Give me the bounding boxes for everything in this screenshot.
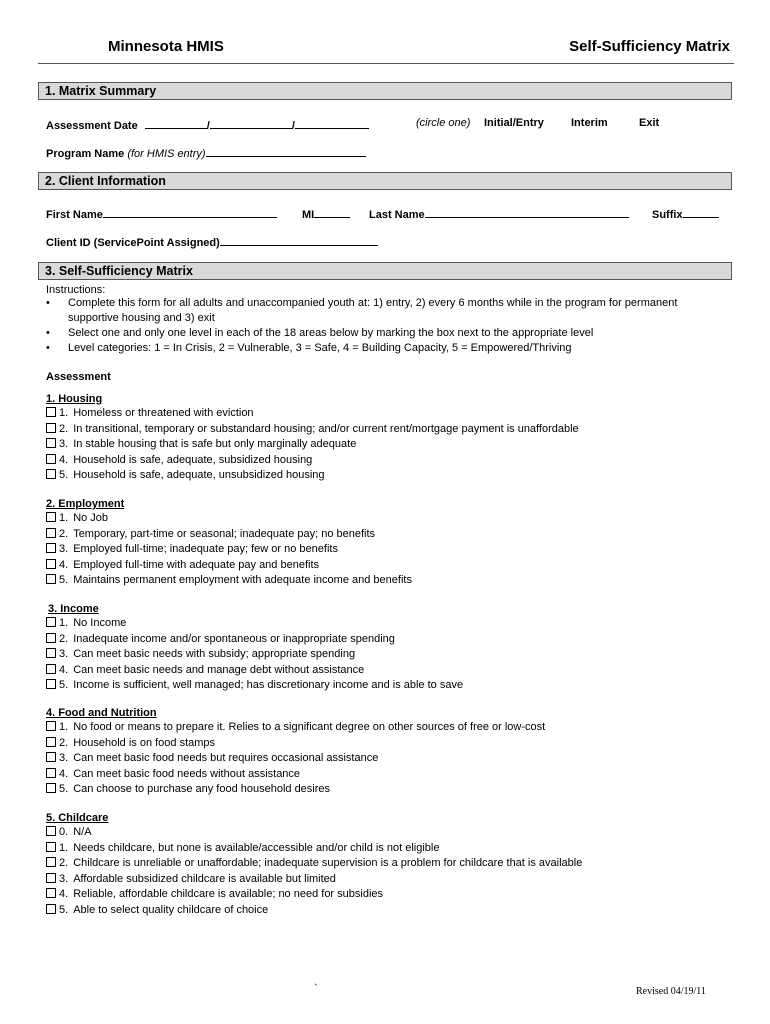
option-initial-entry[interactable]: Initial/Entry (484, 117, 544, 129)
area-food-and-nutrition (46, 706, 545, 798)
checkbox-icon[interactable] (46, 664, 56, 674)
bullet-dot: • (46, 327, 50, 339)
suffix-row (652, 206, 719, 222)
checkbox-icon[interactable] (46, 559, 56, 569)
program-name-label: Program Name (46, 148, 125, 160)
level-number: 5. (59, 783, 69, 795)
level-number: 1. (59, 841, 69, 854)
mi-label: MI (302, 209, 315, 221)
checkbox-icon[interactable] (46, 888, 56, 898)
level-text: Household is on food stamps (73, 736, 216, 749)
level-number: 1. (59, 407, 69, 419)
level-number: 3. (59, 872, 69, 885)
checkbox-icon[interactable] (46, 768, 56, 778)
level-option[interactable] (46, 542, 412, 558)
level-option[interactable] (46, 616, 463, 632)
level-text: N/A (73, 826, 92, 838)
area-title: 5. Childcare (46, 812, 109, 824)
level-text: Can meet basic needs with subsidy; appropriate spending (73, 648, 356, 660)
level-number: 0. (59, 826, 69, 838)
mi-field[interactable] (314, 206, 350, 218)
level-text: Can meet basic food needs but requires occasional assistance (73, 752, 379, 764)
area-title: 3. Income (48, 603, 99, 615)
level-text: Needs childcare, but none is available/accessible and/or child is not eligible (73, 841, 440, 854)
level-number: 1. (59, 617, 69, 629)
level-number: 2. (59, 632, 69, 645)
program-name-field[interactable] (206, 145, 366, 157)
level-text: Can meet basic food needs without assistance (73, 767, 301, 780)
level-number: 3. (59, 648, 69, 660)
level-number: 4. (59, 888, 69, 900)
checkbox-icon[interactable] (46, 679, 56, 689)
circle-one-note: (circle one) (416, 117, 471, 129)
program-name-row (46, 145, 366, 161)
level-option[interactable] (46, 887, 582, 903)
area-employment (46, 497, 412, 589)
section-self-sufficiency-matrix: 3. Self-Sufficiency Matrix (38, 262, 732, 280)
level-number: 1. (59, 512, 69, 524)
level-option[interactable] (46, 406, 579, 422)
assessment-date-label: Assessment Date (46, 120, 138, 132)
level-option[interactable] (46, 437, 579, 453)
level-text: Can meet basic needs and manage debt without assistance (73, 663, 365, 676)
level-text: In transitional, temporary or substandard housing; and/or current rent/mortgage payment is unaffordable (73, 422, 579, 435)
area-income (48, 602, 463, 694)
level-number: 4. (59, 558, 69, 571)
checkbox-icon[interactable] (46, 574, 56, 584)
instruction-text: Select one and only one level in each of the 18 areas below by marking the box next to the appropriate level (68, 327, 594, 339)
level-text: In stable housing that is safe but only marginally adequate (73, 438, 357, 450)
level-option[interactable] (46, 825, 582, 841)
level-option[interactable] (46, 468, 579, 484)
checkbox-icon[interactable] (46, 407, 56, 417)
checkbox-icon[interactable] (46, 826, 56, 836)
mi-row (302, 206, 350, 222)
revised-date: Revised 04/19/11 (636, 986, 706, 997)
level-option[interactable] (46, 647, 463, 663)
level-number: 2. (59, 857, 69, 869)
last-name-label: Last Name (369, 209, 425, 221)
level-text: Employed full-time; inadequate pay; few or no benefits (73, 543, 338, 555)
checkbox-icon[interactable] (46, 423, 56, 433)
instruction-item (46, 326, 718, 341)
section-client-information: 2. Client Information (38, 172, 732, 190)
level-option[interactable] (46, 736, 545, 752)
instruction-text: Level categories: 1 = In Crisis, 2 = Vulnerable, 3 = Safe, 4 = Building Capacity, 5 = Empowered/Thriving (68, 342, 572, 354)
checkbox-icon[interactable] (46, 783, 56, 793)
level-number: 5. (59, 679, 69, 691)
level-option[interactable] (46, 632, 463, 648)
level-text: Employed full-time with adequate pay and benefits (73, 558, 320, 571)
instructions-list (46, 296, 718, 356)
level-number: 5. (59, 903, 69, 916)
first-name-row (46, 206, 277, 222)
bullet-dot: • (46, 297, 50, 309)
checkbox-icon[interactable] (46, 721, 56, 731)
level-text: Able to select quality childcare of choice (73, 903, 269, 916)
level-option[interactable] (46, 782, 545, 798)
date-day-field[interactable] (210, 117, 292, 129)
level-option[interactable] (46, 422, 579, 438)
level-number: 3. (59, 438, 69, 450)
date-separator-1: / (206, 120, 210, 132)
level-text: No food or means to prepare it. Relies to a significant degree on other sources of free or low-cost (73, 721, 546, 733)
level-option[interactable] (46, 903, 582, 919)
checkbox-icon[interactable] (46, 873, 56, 883)
checkbox-icon[interactable] (46, 512, 56, 522)
checkbox-icon[interactable] (46, 469, 56, 479)
level-text: Affordable subsidized childcare is available but limited (73, 872, 336, 885)
level-option[interactable] (46, 767, 545, 783)
level-text: Inadequate income and/or spontaneous or inappropriate spending (73, 632, 395, 645)
checkbox-icon[interactable] (46, 633, 56, 643)
checkbox-icon[interactable] (46, 528, 56, 538)
level-text: Maintains permanent employment with adequate income and benefits (73, 574, 412, 586)
instruction-item (46, 296, 718, 326)
level-number: 2. (59, 736, 69, 749)
client-id-row (46, 234, 378, 250)
level-option[interactable] (46, 511, 412, 527)
section-matrix-summary: 1. Matrix Summary (38, 82, 732, 100)
checkbox-icon[interactable] (46, 737, 56, 747)
level-text: No Income (73, 617, 127, 629)
org-name: Minnesota HMIS (108, 38, 224, 55)
level-text: Reliable, affordable childcare is available; no need for subsidies (73, 888, 384, 900)
area-title: 2. Employment (46, 498, 125, 510)
level-number: 3. (59, 543, 69, 555)
last-name-field[interactable] (425, 206, 629, 218)
checkbox-icon[interactable] (46, 438, 56, 448)
checkbox-icon[interactable] (46, 904, 56, 914)
level-number: 2. (59, 527, 69, 540)
assessment-date-row (46, 117, 369, 133)
assessment-heading: Assessment (46, 371, 111, 383)
suffix-label: Suffix (652, 209, 683, 221)
area-title: 1. Housing (46, 393, 103, 405)
checkbox-icon[interactable] (46, 857, 56, 867)
level-option[interactable] (46, 856, 582, 872)
level-number: 3. (59, 752, 69, 764)
level-text: Income is sufficient, well managed; has discretionary income and is able to save (73, 679, 464, 691)
level-text: Household is safe, adequate, subsidized housing (73, 453, 313, 466)
level-option[interactable] (46, 751, 545, 767)
form-title: Self-Sufficiency Matrix (569, 38, 730, 55)
checkbox-icon[interactable] (46, 454, 56, 464)
level-option[interactable] (46, 527, 412, 543)
level-option[interactable] (46, 663, 463, 679)
program-name-note: (for HMIS entry) (127, 148, 206, 160)
level-number: 1. (59, 721, 69, 733)
area-title: 4. Food and Nutrition (46, 707, 157, 719)
bullet-dot: • (46, 342, 50, 354)
level-option[interactable] (46, 872, 582, 888)
level-number: 5. (59, 574, 69, 586)
checkbox-icon[interactable] (46, 842, 56, 852)
checkbox-icon[interactable] (46, 543, 56, 553)
first-name-field[interactable] (103, 206, 277, 218)
area-housing (46, 392, 579, 484)
checkbox-icon[interactable] (46, 617, 56, 627)
option-interim[interactable]: Interim (571, 117, 608, 129)
page-header (38, 37, 734, 64)
option-exit[interactable]: Exit (639, 117, 660, 129)
area-childcare (46, 811, 582, 918)
level-option[interactable] (46, 573, 412, 589)
date-month-field[interactable] (145, 117, 207, 129)
first-name-label: First Name (46, 209, 103, 221)
last-name-row (369, 206, 629, 222)
client-id-label: Client ID (ServicePoint Assigned) (46, 237, 220, 249)
level-option[interactable] (46, 558, 412, 574)
instruction-text: Complete this form for all adults and unaccompanied youth at: 1) entry, 2) every 6 months while in the program for permanent supportive housing and 3) exit (68, 297, 678, 324)
level-option[interactable] (46, 453, 579, 469)
level-text: Homeless or threatened with eviction (73, 407, 254, 419)
suffix-field[interactable] (683, 206, 719, 218)
level-number: 5. (59, 469, 69, 481)
checkbox-icon[interactable] (46, 648, 56, 658)
level-text: Childcare is unreliable or unaffordable; inadequate supervision is a problem for childcare that is available (73, 857, 583, 869)
level-number: 2. (59, 422, 69, 435)
checkbox-icon[interactable] (46, 752, 56, 762)
instructions-label: Instructions: (46, 284, 106, 296)
level-number: 4. (59, 663, 69, 676)
instruction-item (46, 341, 718, 356)
date-year-field[interactable] (295, 117, 369, 129)
level-number: 4. (59, 767, 69, 780)
level-text: Temporary, part-time or seasonal; inadequate pay; no benefits (73, 527, 376, 540)
client-id-field[interactable] (220, 234, 378, 246)
level-text: Household is safe, adequate, unsubsidized housing (73, 469, 325, 481)
level-number: 4. (59, 453, 69, 466)
level-text: No Job (73, 512, 109, 524)
level-text: Can choose to purchase any food household desires (73, 783, 331, 795)
date-separator-2: / (291, 120, 295, 132)
level-option[interactable] (46, 678, 463, 694)
level-option[interactable] (46, 720, 545, 736)
level-option[interactable] (46, 841, 582, 857)
footer-mark: ` (314, 983, 318, 995)
